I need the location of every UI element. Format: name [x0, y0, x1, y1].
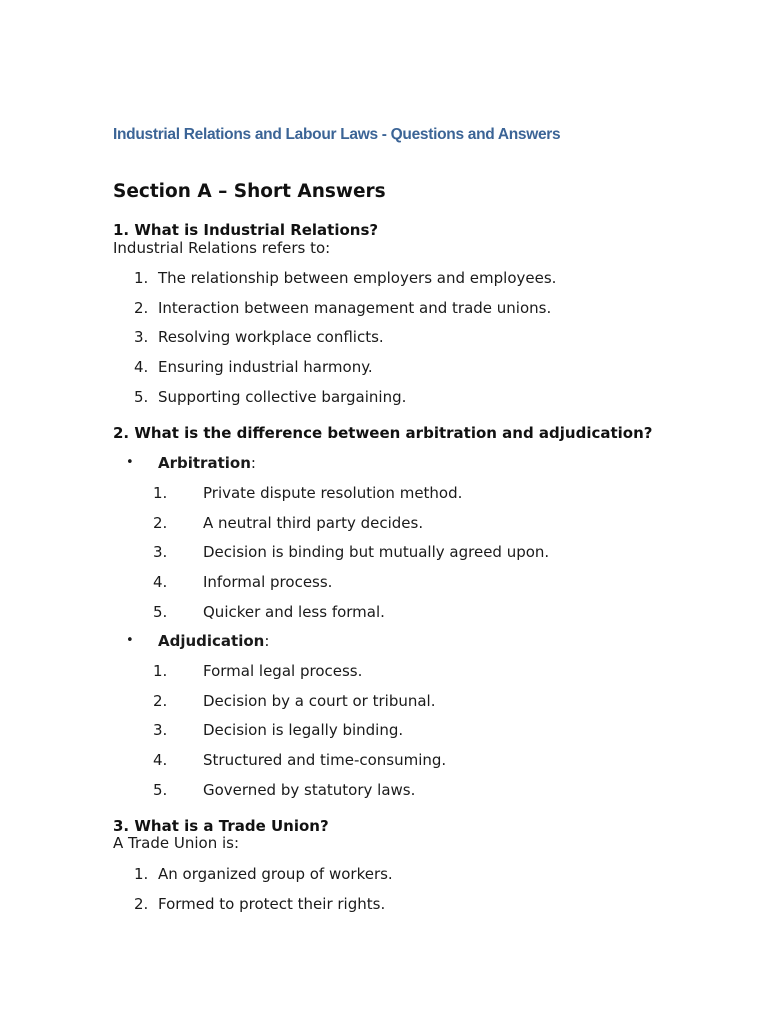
document-title: Industrial Relations and Labour Laws - Questions and Answers: [113, 126, 561, 143]
list-number: 4.: [134, 358, 149, 377]
question-1-intro: Industrial Relations refers to:: [113, 239, 331, 257]
list-item-text: Informal process.: [203, 573, 333, 592]
question-3-intro: A Trade Union is:: [113, 834, 240, 852]
question-1-heading: 1. What is Industrial Relations?: [113, 221, 379, 239]
section-heading: Section A – Short Answers: [113, 181, 386, 202]
list-number: 3.: [134, 328, 149, 347]
term-colon: :: [250, 454, 256, 472]
list-number: 1.: [134, 269, 149, 287]
bullet-icon: •: [126, 455, 134, 470]
adjudication-term: Adjudication: [158, 632, 265, 650]
question-2-heading: 2. What is the difference between arbitration and adjudication?: [113, 424, 653, 442]
list-number: 1.: [153, 484, 168, 502]
list-item-text: Decision by a court or tribunal.: [203, 691, 436, 710]
list-item-text: Ensuring industrial harmony.: [158, 358, 373, 377]
list-item-text: Governed by statutory laws.: [203, 780, 416, 799]
list-item-text: Decision is binding but mutually agreed upon.: [203, 543, 550, 562]
list-number: 5.: [134, 387, 149, 406]
list-item-text: A neutral third party decides.: [203, 513, 424, 532]
term-colon: :: [264, 632, 270, 650]
list-item-text: Formed to protect their rights.: [158, 894, 386, 913]
list-number: 3.: [153, 721, 168, 740]
list-item-text: Resolving workplace conflicts.: [158, 328, 384, 347]
list-item-text: Decision is legally binding.: [203, 721, 404, 740]
list-number: 2.: [153, 691, 168, 710]
list-number: 3.: [153, 543, 168, 562]
list-number: 2.: [134, 298, 149, 317]
list-number: 2.: [153, 513, 168, 532]
list-item-text: Supporting collective bargaining.: [158, 387, 407, 406]
list-number: 1.: [134, 865, 149, 883]
list-number: 2.: [134, 894, 149, 913]
list-number: 5.: [153, 780, 168, 799]
list-item-text: Private dispute resolution method.: [203, 484, 463, 502]
list-number: 4.: [153, 573, 168, 592]
list-item-text: Structured and time-consuming.: [203, 751, 447, 770]
list-number: 1.: [153, 662, 168, 680]
list-number: 4.: [153, 751, 168, 770]
arbitration-term: Arbitration: [158, 454, 251, 472]
list-number: 5.: [153, 602, 168, 621]
list-item-text: The relationship between employers and employees.: [158, 269, 557, 287]
list-item-text: Formal legal process.: [203, 662, 363, 680]
list-item-text: Interaction between management and trade unions.: [158, 298, 552, 317]
list-item-text: Quicker and less formal.: [203, 602, 385, 621]
list-item-text: An organized group of workers.: [158, 865, 393, 883]
question-3-heading: 3. What is a Trade Union?: [113, 817, 329, 835]
bullet-icon: •: [126, 633, 134, 648]
